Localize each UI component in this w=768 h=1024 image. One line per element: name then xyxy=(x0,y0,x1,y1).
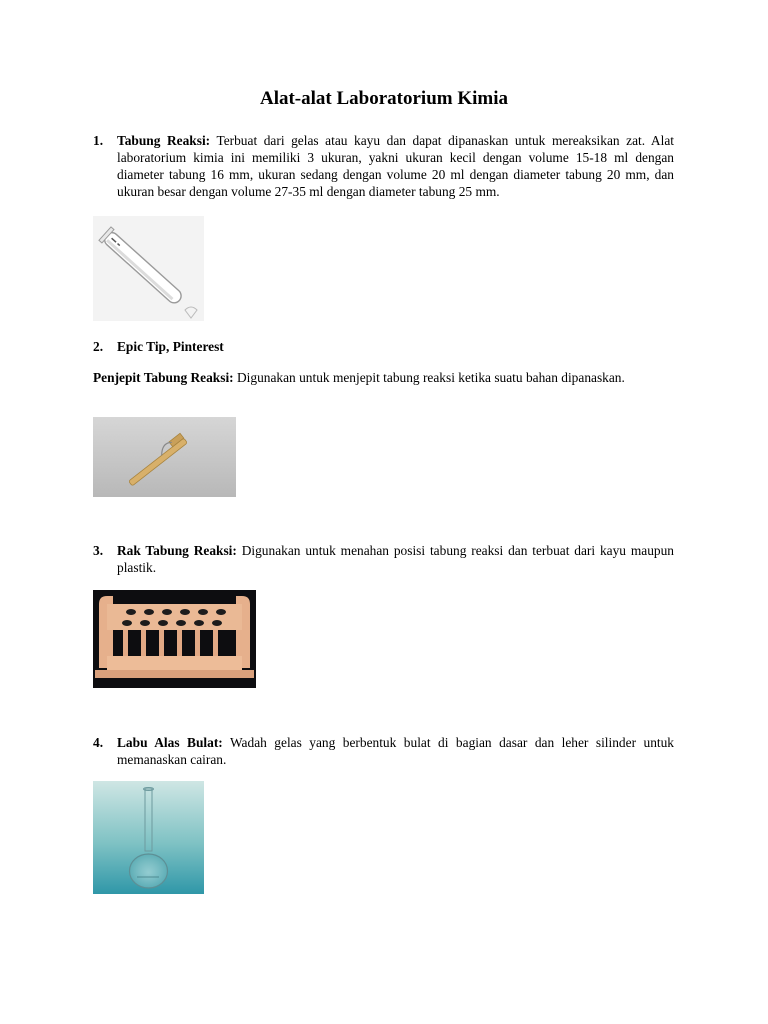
item-description: Digunakan untuk menahan posisi tabung reaksi dan terbuat dari kayu maupun plastik. xyxy=(117,543,674,575)
item-number: 3. xyxy=(93,543,104,558)
item-term: Rak Tabung Reaksi: xyxy=(117,543,237,558)
item-term: Labu Alas Bulat: xyxy=(117,735,223,750)
test-tube-clamp-photo xyxy=(93,417,236,497)
item-description: Terbuat dari gelas atau kayu dan dapat dipanaskan untuk mereaksikan zat. Alat laboratorium kimia ini memiliki 3 ukuran, yakni ukuran kecil dengan volume 15-18 ml dengan diameter tabung 16 mm, ukuran sedang dengan volume 20 ml dengan diameter tabung 20 mm, dan ukuran besar dengan volume 27-35 ml dengan diameter tabung 25 mm. xyxy=(117,133,674,199)
item-term: Epic Tip, Pinterest xyxy=(117,339,224,354)
clamp-description: Digunakan untuk menjepit tabung reaksi ketika suatu bahan dipanaskan. xyxy=(237,370,625,385)
list-item-rak-tabung xyxy=(93,542,674,576)
item-number: 4. xyxy=(93,735,104,750)
list-item-labu-alas-bulat xyxy=(93,734,674,768)
list-item-epic-tip xyxy=(93,338,674,355)
item-number: 2. xyxy=(93,339,104,354)
clamp-term: Penjepit Tabung Reaksi: xyxy=(93,370,234,385)
item-description: Wadah gelas yang berbentuk bulat di bagian dasar dan leher silinder untuk memanaskan cairan. xyxy=(117,735,674,767)
item-term: Tabung Reaksi: xyxy=(117,133,211,148)
page-title: Alat-alat Laboratorium Kimia xyxy=(259,88,509,109)
list-item-tabung-reaksi xyxy=(93,132,674,200)
test-tube-rack-photo xyxy=(93,590,256,688)
item-number: 1. xyxy=(93,133,104,148)
round-bottom-flask-photo xyxy=(93,781,204,894)
paragraph-penjepit xyxy=(93,369,674,386)
test-tube-photo xyxy=(93,216,204,321)
